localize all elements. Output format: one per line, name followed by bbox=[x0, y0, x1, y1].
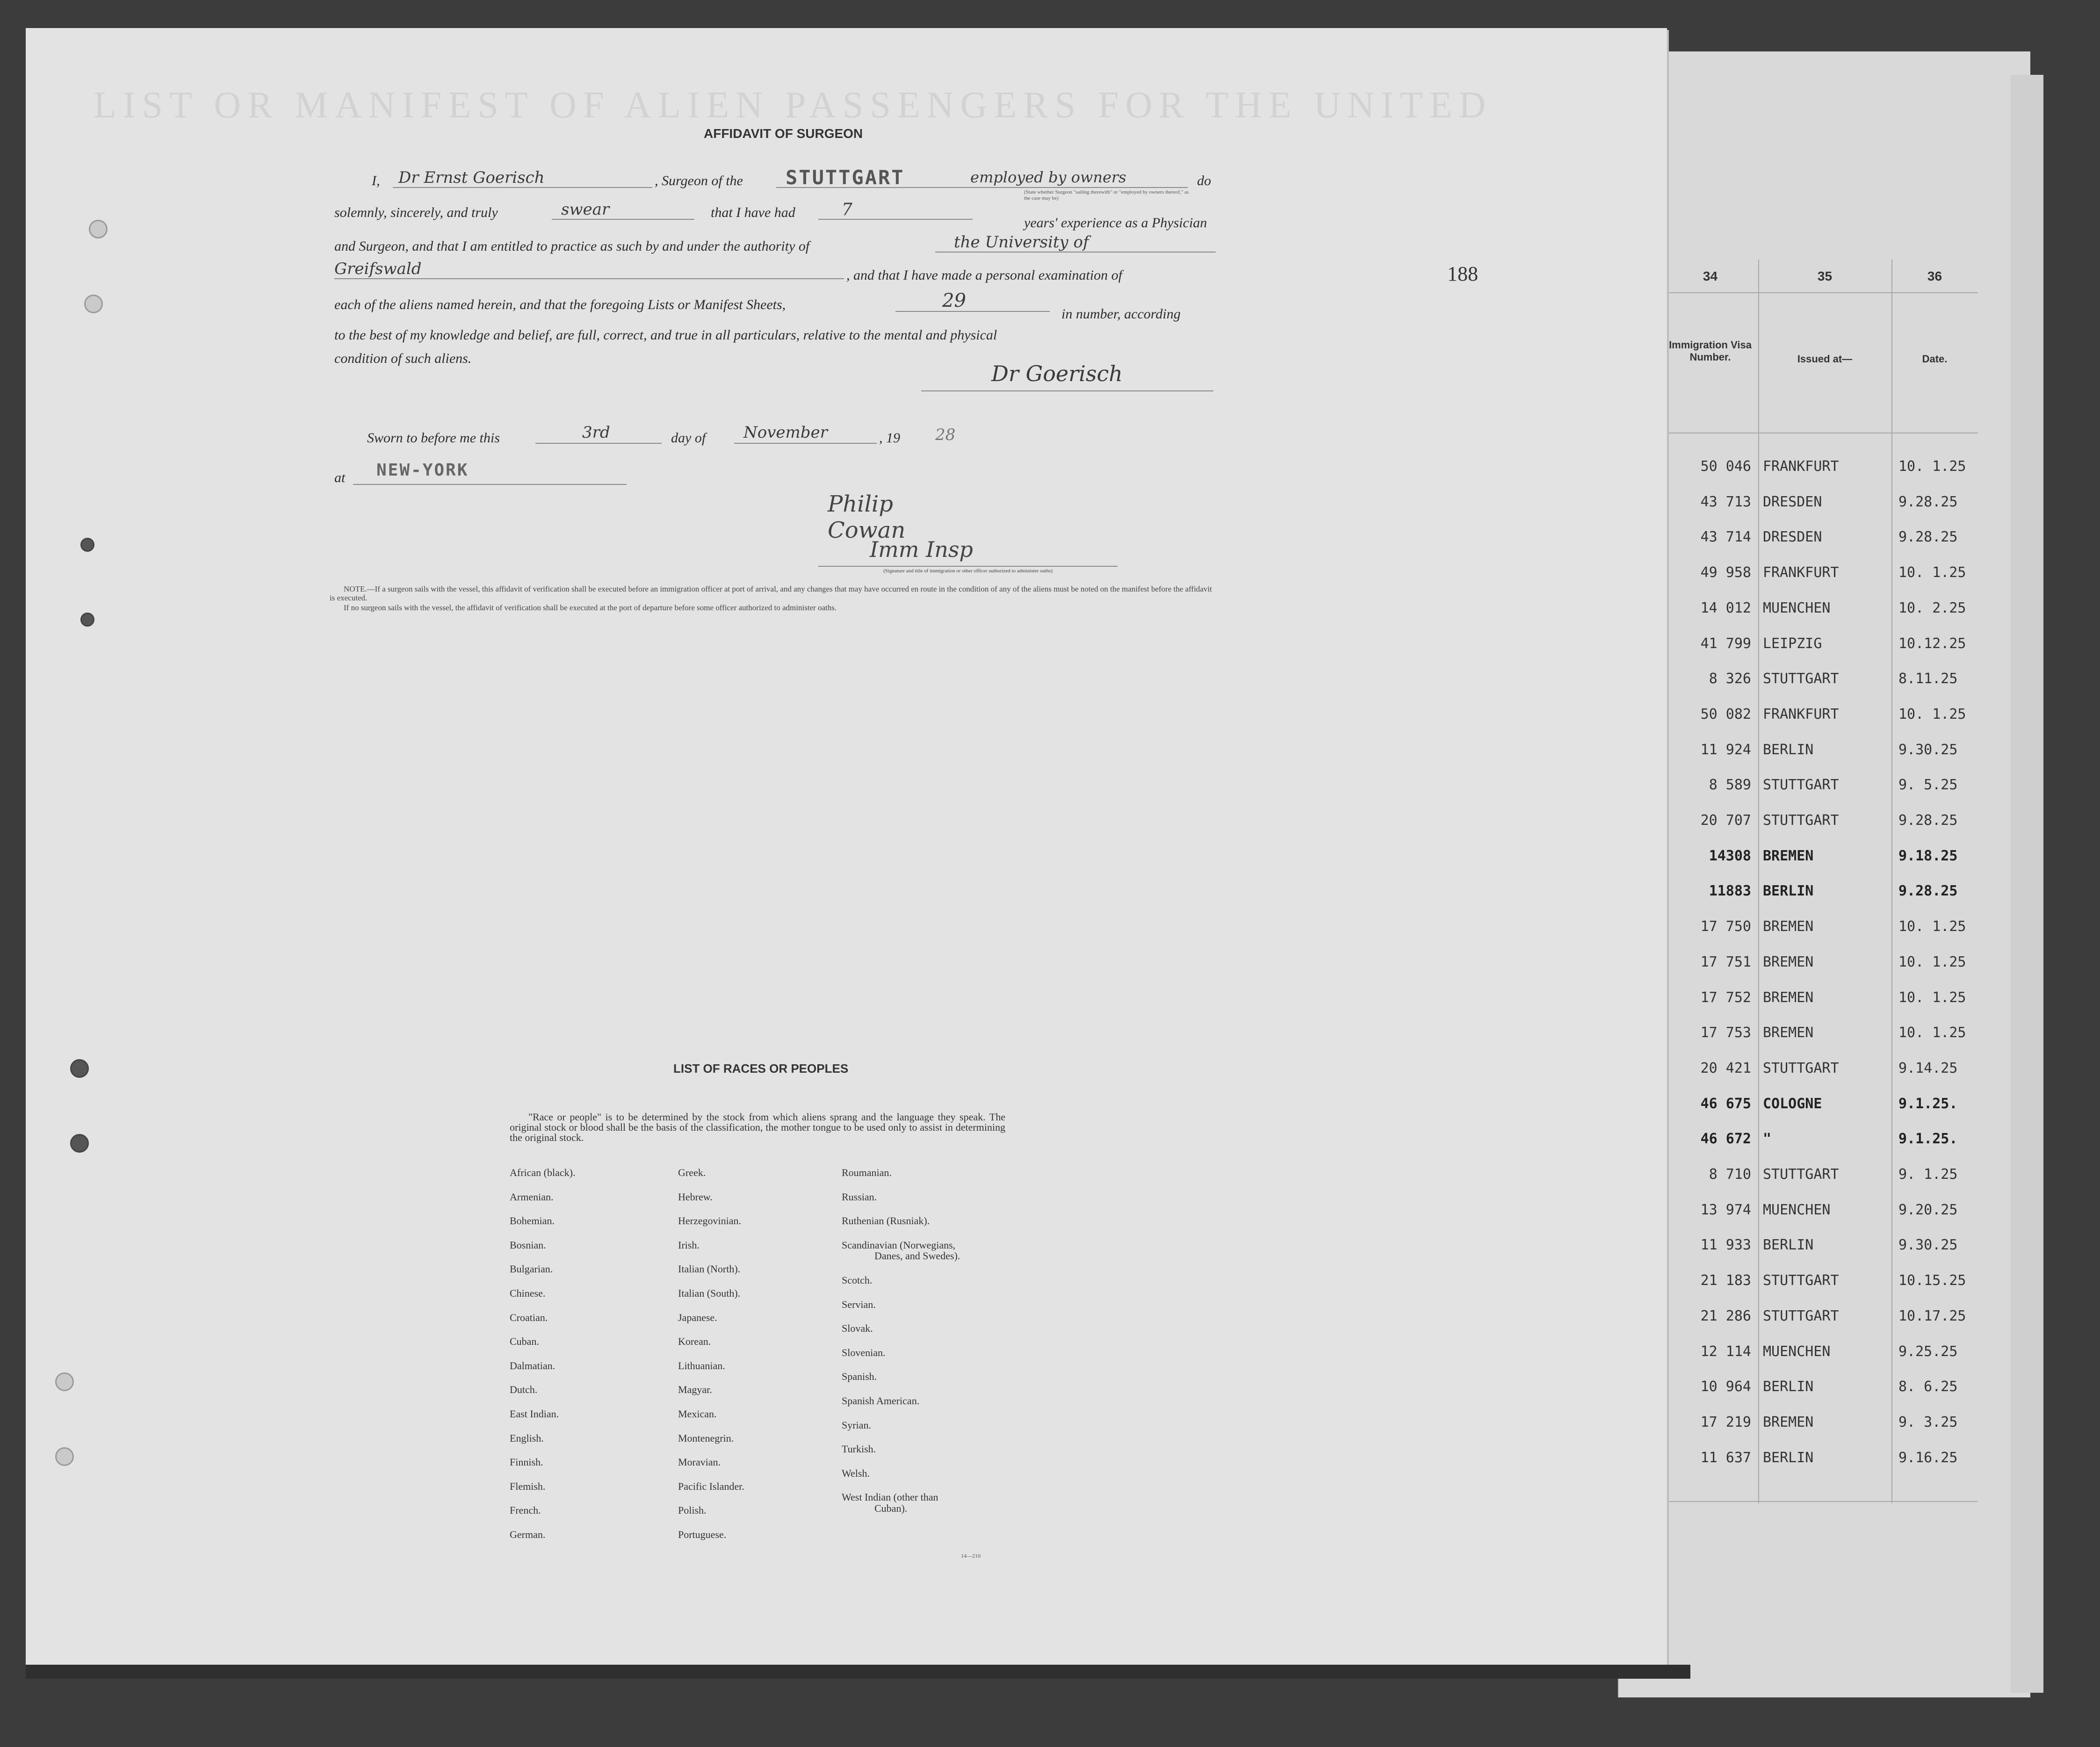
place-stamp: NEW-YORK bbox=[376, 461, 469, 480]
issued-at-cell: BERLIN bbox=[1763, 1449, 1814, 1466]
note-no-surgeon: If no surgeon sails with the vessel, the affidavit of verification shall be executed at the port of departure before some officer authorized to administer oaths. bbox=[344, 603, 837, 612]
race-entry: Italian (South). bbox=[678, 1287, 741, 1299]
issued-at-cell: FRANKFURT bbox=[1763, 706, 1839, 722]
race-entry: Portuguese. bbox=[678, 1529, 727, 1540]
race-entry: Flemish. bbox=[510, 1480, 546, 1492]
employed-by: employed by owners bbox=[970, 168, 1126, 186]
date-cell: 9. 3.25 bbox=[1898, 1414, 1958, 1430]
text-do: do bbox=[1197, 173, 1211, 188]
affidavit-title: AFFIDAVIT OF SURGEON bbox=[704, 126, 863, 141]
race-entry: Italian (North). bbox=[678, 1263, 741, 1275]
race-entry: Korean. bbox=[678, 1336, 711, 1348]
visa-number-cell: 46 675 bbox=[1700, 1095, 1751, 1112]
race-entry: Lithuanian. bbox=[678, 1359, 725, 1372]
visa-table bbox=[1662, 260, 1978, 1503]
date-cell: 9.16.25 bbox=[1898, 1449, 1958, 1466]
surgeon-name: Dr Ernst Goerisch bbox=[398, 168, 545, 187]
race-entry: Bohemian. bbox=[510, 1215, 555, 1227]
races-list-section bbox=[505, 1057, 1019, 1571]
table-bottom-rule bbox=[1662, 1501, 1978, 1502]
text-have-had: that I have had bbox=[711, 205, 795, 220]
oath-word: swear bbox=[561, 200, 610, 219]
issued-at-cell: FRANKFURT bbox=[1763, 458, 1839, 475]
date-cell: 9.25.25 bbox=[1898, 1343, 1958, 1360]
race-entry: West Indian (other than bbox=[842, 1491, 938, 1503]
date-cell: 9.14.25 bbox=[1898, 1060, 1958, 1076]
date-cell: 9.28.25 bbox=[1898, 812, 1958, 829]
officer-signature-line bbox=[818, 533, 1118, 567]
races-intro: "Race or people" is to be determined by the stock from which aliens sprang and the language they speak. The original stock or blood shall be the basis of the classification, the mother tongue to be used only to assist in determining the original stock. bbox=[510, 1111, 1005, 1143]
race-entry: Cuban). bbox=[874, 1502, 908, 1514]
visa-number-cell: 17 751 bbox=[1700, 953, 1751, 970]
race-entry: Irish. bbox=[678, 1239, 700, 1251]
text-i: I, bbox=[372, 173, 380, 188]
issued-at-cell: BERLIN bbox=[1763, 883, 1814, 900]
issued-at-cell: BERLIN bbox=[1763, 1379, 1814, 1395]
race-entry: Chinese. bbox=[510, 1287, 546, 1299]
race-entry: Scotch. bbox=[842, 1274, 873, 1286]
issued-at-cell: MUENCHEN bbox=[1763, 599, 1831, 616]
visa-number-cell: 20 707 bbox=[1700, 812, 1751, 829]
issued-at-cell: COLOGNE bbox=[1763, 1095, 1822, 1112]
punch-hole bbox=[70, 1134, 89, 1153]
date-cell: 10. 1.25 bbox=[1898, 706, 1966, 722]
visa-number-cell: 12 114 bbox=[1700, 1343, 1751, 1360]
sworn-month-field bbox=[734, 423, 877, 444]
column-number: 36 bbox=[1927, 269, 1942, 283]
ship-name: STUTTGART bbox=[786, 166, 905, 189]
visa-number-cell: 13 974 bbox=[1700, 1201, 1751, 1218]
punch-hole bbox=[80, 613, 94, 627]
place-field bbox=[353, 461, 627, 485]
employed-note: (State whether Surgeon "sailing therewith" or "employed by owners thereof," as the case may be) bbox=[1024, 189, 1189, 201]
date-cell: 10.15.25 bbox=[1898, 1272, 1966, 1289]
column-divider bbox=[1758, 260, 1759, 1503]
race-entry: Japanese. bbox=[678, 1311, 717, 1323]
visa-number-cell: 11 637 bbox=[1700, 1449, 1751, 1466]
text-years-experience: years' experience as a Physician bbox=[1024, 215, 1207, 231]
page-bottom-edge bbox=[26, 1665, 1690, 1679]
date-cell: 10. 1.25 bbox=[1898, 458, 1966, 475]
race-entry: Polish. bbox=[678, 1504, 707, 1516]
text-solemnly: solemnly, sincerely, and truly bbox=[334, 205, 498, 220]
years-field bbox=[818, 200, 973, 220]
race-entry: East Indian. bbox=[510, 1408, 559, 1420]
date-cell: 10.17.25 bbox=[1898, 1307, 1966, 1324]
date-cell: 9.1.25. bbox=[1898, 1131, 1958, 1148]
visa-number-cell: 21 286 bbox=[1700, 1307, 1751, 1324]
visa-number-cell: 11 933 bbox=[1700, 1237, 1751, 1254]
issued-at-cell: MUENCHEN bbox=[1763, 1201, 1831, 1218]
surgeon-name-field bbox=[393, 168, 652, 188]
column-header-date: Date. bbox=[1922, 353, 1948, 365]
race-entry: Slovenian. bbox=[842, 1346, 886, 1358]
surgeon-signature-line bbox=[921, 355, 1213, 391]
race-entry: Dutch. bbox=[510, 1384, 538, 1396]
date-cell: 9.1.25. bbox=[1898, 1095, 1958, 1112]
punch-hole bbox=[84, 295, 103, 313]
race-entry: African (black). bbox=[510, 1167, 576, 1178]
back-sheet-edge bbox=[2011, 75, 2043, 1693]
column-number: 34 bbox=[1703, 269, 1718, 283]
date-cell: 10. 1.25 bbox=[1898, 1025, 1966, 1041]
issued-at-cell: DRESDEN bbox=[1763, 493, 1822, 510]
issued-at-cell: BERLIN bbox=[1763, 741, 1814, 758]
page-number: 188 bbox=[1447, 262, 1478, 285]
issued-at-cell: STUTTGART bbox=[1763, 812, 1839, 829]
date-cell: 9.28.25 bbox=[1898, 529, 1958, 546]
date-cell: 10. 1.25 bbox=[1898, 953, 1966, 970]
sworn-day-field bbox=[535, 423, 662, 444]
date-cell: 9.20.25 bbox=[1898, 1201, 1958, 1218]
issued-at-cell: STUTTGART bbox=[1763, 777, 1839, 794]
officer-signature bbox=[828, 491, 949, 543]
race-entry: Slovak. bbox=[842, 1322, 873, 1335]
ship-name-field bbox=[776, 166, 961, 188]
visa-number-cell: 43 713 bbox=[1700, 493, 1751, 510]
race-entry: Dalmatian. bbox=[510, 1359, 556, 1372]
authority-value: the University of bbox=[954, 233, 1089, 252]
authority-place: Greifswald bbox=[334, 260, 422, 278]
officer-title-handwritten: Imm Insp bbox=[870, 537, 973, 562]
date-cell: 10. 1.25 bbox=[1898, 918, 1966, 935]
visa-number-cell: 8 710 bbox=[1709, 1166, 1751, 1183]
issued-at-cell: STUTTGART bbox=[1763, 1272, 1839, 1289]
date-cell: 8.11.25 bbox=[1898, 671, 1958, 687]
date-cell: 9.30.25 bbox=[1898, 741, 1958, 758]
visa-number-cell: 20 421 bbox=[1700, 1060, 1751, 1076]
date-cell: 9. 1.25 bbox=[1898, 1166, 1958, 1183]
issued-at-cell: STUTTGART bbox=[1763, 1060, 1839, 1076]
employed-by-field bbox=[961, 168, 1188, 188]
text-at: at bbox=[334, 470, 346, 485]
race-entry: Finnish. bbox=[510, 1456, 543, 1468]
punch-hole bbox=[70, 1059, 89, 1078]
race-entry: Greek. bbox=[678, 1167, 706, 1178]
race-entry: Bosnian. bbox=[510, 1239, 546, 1251]
race-entry: Scandinavian (Norwegians, bbox=[842, 1239, 956, 1251]
visa-number-cell: 43 714 bbox=[1700, 529, 1751, 546]
visa-number-cell: 41 799 bbox=[1700, 635, 1751, 652]
punch-hole bbox=[55, 1372, 74, 1391]
visa-number-cell: 46 672 bbox=[1700, 1131, 1751, 1148]
race-entry: English. bbox=[510, 1432, 544, 1444]
issued-at-cell: STUTTGART bbox=[1763, 1307, 1839, 1324]
text-nineteen: , 19 bbox=[879, 430, 900, 446]
issued-at-cell: STUTTGART bbox=[1763, 1166, 1839, 1183]
surgeon-signature: Dr Goerisch bbox=[991, 361, 1123, 386]
date-cell: 9. 5.25 bbox=[1898, 777, 1958, 794]
issued-at-cell: BREMEN bbox=[1763, 847, 1814, 864]
issued-at-cell: BREMEN bbox=[1763, 918, 1814, 935]
text-sworn: Sworn to before me this bbox=[367, 430, 500, 446]
race-entry: Welsh. bbox=[842, 1467, 870, 1479]
column-number: 35 bbox=[1817, 269, 1833, 283]
race-entry: Montenegrin. bbox=[678, 1432, 734, 1444]
race-entry: Magyar. bbox=[678, 1384, 712, 1396]
race-entry: Russian. bbox=[842, 1191, 877, 1203]
race-entry: Moravian. bbox=[678, 1456, 721, 1468]
date-cell: 8. 6.25 bbox=[1898, 1379, 1958, 1395]
text-and-surgeon: and Surgeon, and that I am entitled to practice as such by and under the authority of bbox=[334, 238, 810, 254]
sworn-month: November bbox=[743, 423, 828, 442]
visa-number-cell: 50 082 bbox=[1700, 706, 1751, 722]
visa-number-cell: 8 326 bbox=[1709, 671, 1751, 687]
text-best-of-knowledge: to the best of my knowledge and belief, are full, correct, and true in all particulars, relative to the mental and physical bbox=[334, 327, 997, 343]
note-surgeon-sails: NOTE.—If a surgeon sails with the vessel, this affidavit of verification shall be executed before an immigration officer at port of arrival, and any changes that may have occurred en route in the condition of any of the aliens must be noted on the manifest before the affidavit is executed. bbox=[330, 585, 1212, 602]
punch-hole bbox=[80, 538, 94, 552]
race-entry: Turkish. bbox=[842, 1443, 876, 1455]
issued-at-cell: " bbox=[1763, 1131, 1772, 1148]
race-entry: Roumanian. bbox=[842, 1167, 892, 1178]
issued-at-cell: BREMEN bbox=[1763, 989, 1814, 1006]
punch-hole bbox=[55, 1447, 74, 1466]
race-entry: Danes, and Swedes). bbox=[874, 1250, 960, 1262]
column-header-visa-number: Immigration Visa Number. bbox=[1669, 339, 1752, 363]
text-personal-examination: , and that I have made a personal examination of bbox=[846, 267, 1122, 283]
issued-at-cell: BREMEN bbox=[1763, 1414, 1814, 1430]
visa-number-cell: 21 183 bbox=[1700, 1272, 1751, 1289]
visa-number-cell: 50 046 bbox=[1700, 458, 1751, 475]
bleed-through-text: LIST OR MANIFEST OF ALIEN PASSENGERS FOR THE UNITED bbox=[94, 85, 1493, 126]
date-cell: 9.28.25 bbox=[1898, 883, 1958, 900]
issued-at-cell: BREMEN bbox=[1763, 953, 1814, 970]
header-rule bbox=[1662, 292, 1978, 293]
race-entry: Servian. bbox=[842, 1298, 876, 1310]
visa-number-cell: 11 924 bbox=[1700, 741, 1751, 758]
years-value: 7 bbox=[842, 200, 852, 219]
authority-place-field bbox=[334, 260, 844, 279]
issued-at-cell: BERLIN bbox=[1763, 1237, 1814, 1254]
race-entry: Croatian. bbox=[510, 1311, 548, 1323]
race-entry: Spanish. bbox=[842, 1371, 877, 1383]
visa-number-cell: 17 219 bbox=[1700, 1414, 1751, 1430]
race-entry: Mexican. bbox=[678, 1408, 717, 1420]
text-each-of-aliens: each of the aliens named herein, and that the foregoing Lists or Manifest Sheets, bbox=[334, 297, 786, 312]
race-entry: Bulgarian. bbox=[510, 1263, 553, 1275]
visa-number-cell: 8 589 bbox=[1709, 777, 1751, 794]
officer-caption: (Signature and title of immigration or other officer authorized to administer oaths) bbox=[883, 568, 1053, 574]
race-entry: Syrian. bbox=[842, 1419, 871, 1431]
authority-field bbox=[935, 233, 1216, 253]
sworn-day: 3rd bbox=[582, 423, 610, 442]
text-day-of: day of bbox=[671, 430, 706, 446]
punch-hole bbox=[89, 220, 108, 238]
race-entry: Cuban. bbox=[510, 1336, 539, 1348]
column-header-issued-at: Issued at— bbox=[1797, 353, 1853, 365]
date-cell: 9.30.25 bbox=[1898, 1237, 1958, 1254]
date-cell: 10. 2.25 bbox=[1898, 599, 1966, 616]
sheets-field bbox=[895, 290, 1050, 312]
text-condition: condition of such aliens. bbox=[334, 351, 472, 366]
visa-number-cell: 17 753 bbox=[1700, 1025, 1751, 1041]
race-entry: Ruthenian (Rusniak). bbox=[842, 1215, 930, 1227]
text-in-number: in number, according bbox=[1061, 306, 1181, 322]
visa-number-cell: 11883 bbox=[1709, 883, 1751, 900]
date-cell: 9.28.25 bbox=[1898, 493, 1958, 510]
issued-at-cell: BREMEN bbox=[1763, 1025, 1814, 1041]
visa-number-cell: 49 958 bbox=[1700, 564, 1751, 581]
issued-at-cell: STUTTGART bbox=[1763, 671, 1839, 687]
oath-field bbox=[552, 200, 694, 220]
sworn-year: 28 bbox=[935, 426, 956, 444]
date-cell: 10.12.25 bbox=[1898, 635, 1966, 652]
date-cell: 10. 1.25 bbox=[1898, 989, 1966, 1006]
issued-at-cell: MUENCHEN bbox=[1763, 1343, 1831, 1360]
visa-number-cell: 17 750 bbox=[1700, 918, 1751, 935]
visa-number-cell: 10 964 bbox=[1700, 1379, 1751, 1395]
race-entry: Armenian. bbox=[510, 1191, 554, 1203]
visa-number-cell: 14308 bbox=[1709, 847, 1751, 864]
date-cell: 10. 1.25 bbox=[1898, 564, 1966, 581]
race-entry: Herzegovinian. bbox=[678, 1215, 741, 1227]
column-divider bbox=[1891, 260, 1892, 1503]
date-cell: 9.18.25 bbox=[1898, 847, 1958, 864]
races-title: LIST OF RACES OR PEOPLES bbox=[673, 1061, 849, 1076]
race-entry: Spanish American. bbox=[842, 1395, 920, 1407]
text-surgeon-of: , Surgeon of the bbox=[655, 173, 743, 188]
surgeon-affidavit bbox=[327, 122, 1230, 659]
issued-at-cell: FRANKFURT bbox=[1763, 564, 1839, 581]
visa-number-cell: 14 012 bbox=[1700, 599, 1751, 616]
form-number: 14—210 bbox=[961, 1552, 981, 1559]
sheets-count: 29 bbox=[942, 290, 966, 311]
issued-at-cell: DRESDEN bbox=[1763, 529, 1822, 546]
race-entry: German. bbox=[510, 1529, 546, 1540]
race-entry: Pacific Islander. bbox=[678, 1480, 744, 1492]
officer-signature-name: Philip Cowan bbox=[828, 491, 906, 543]
race-entry: Hebrew. bbox=[678, 1191, 713, 1203]
visa-number-cell: 17 752 bbox=[1700, 989, 1751, 1006]
race-entry: French. bbox=[510, 1504, 541, 1516]
issued-at-cell: LEIPZIG bbox=[1763, 635, 1822, 652]
